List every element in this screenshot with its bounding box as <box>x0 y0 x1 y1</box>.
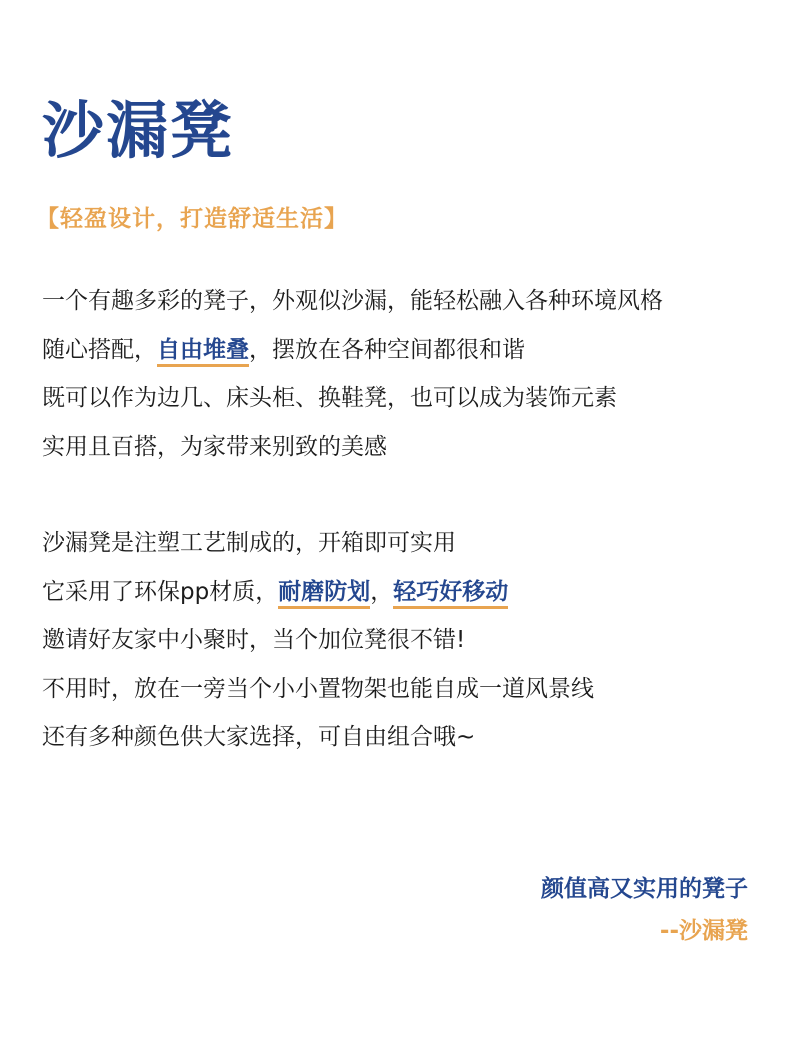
page-subtitle: 【轻盈设计，打造舒适生活】 <box>36 206 348 232</box>
signature-tagline: 颜值高又实用的凳子 <box>541 876 748 902</box>
line-text: ， <box>370 578 394 605</box>
paragraph-line: 不用时，放在一旁当个小小置物架也能自成一道风景线 <box>42 675 594 702</box>
paragraph-line: 还有多种颜色供大家选择，可自由组合哦~ <box>42 724 476 750</box>
paragraph-line: 沙漏凳是注塑工艺制成的，开箱即可实用 <box>42 530 456 556</box>
line-text: 它采用了环保pp材质， <box>42 578 279 605</box>
paragraph-line: 一个有趣多彩的凳子，外观似沙漏，能轻松融入各种环境风格 <box>42 288 663 314</box>
paragraph-line: 既可以作为边几、床头柜、换鞋凳，也可以成为装饰元素 <box>42 385 617 411</box>
description-paragraph-1 <box>42 277 663 471</box>
description-paragraph-2 <box>42 519 594 762</box>
paragraph-line <box>42 326 663 375</box>
paragraph-line: 邀请好友家中小聚时，当个加位凳很不错! <box>42 627 466 653</box>
paragraph-line: 实用且百搭，为家带来别致的美感 <box>42 433 387 460</box>
highlight-lightweight: 轻巧好移动 <box>393 579 508 609</box>
signature-name: --沙漏凳 <box>659 918 748 944</box>
page-title: 沙漏凳 <box>42 94 235 167</box>
paragraph-line <box>42 568 594 617</box>
line-text: 随心搭配， <box>42 336 157 363</box>
line-text: ，摆放在各种空间都很和谐 <box>249 336 525 363</box>
highlight-free-stacking: 自由堆叠 <box>157 337 249 367</box>
highlight-wear-resistant: 耐磨防划 <box>278 579 370 609</box>
